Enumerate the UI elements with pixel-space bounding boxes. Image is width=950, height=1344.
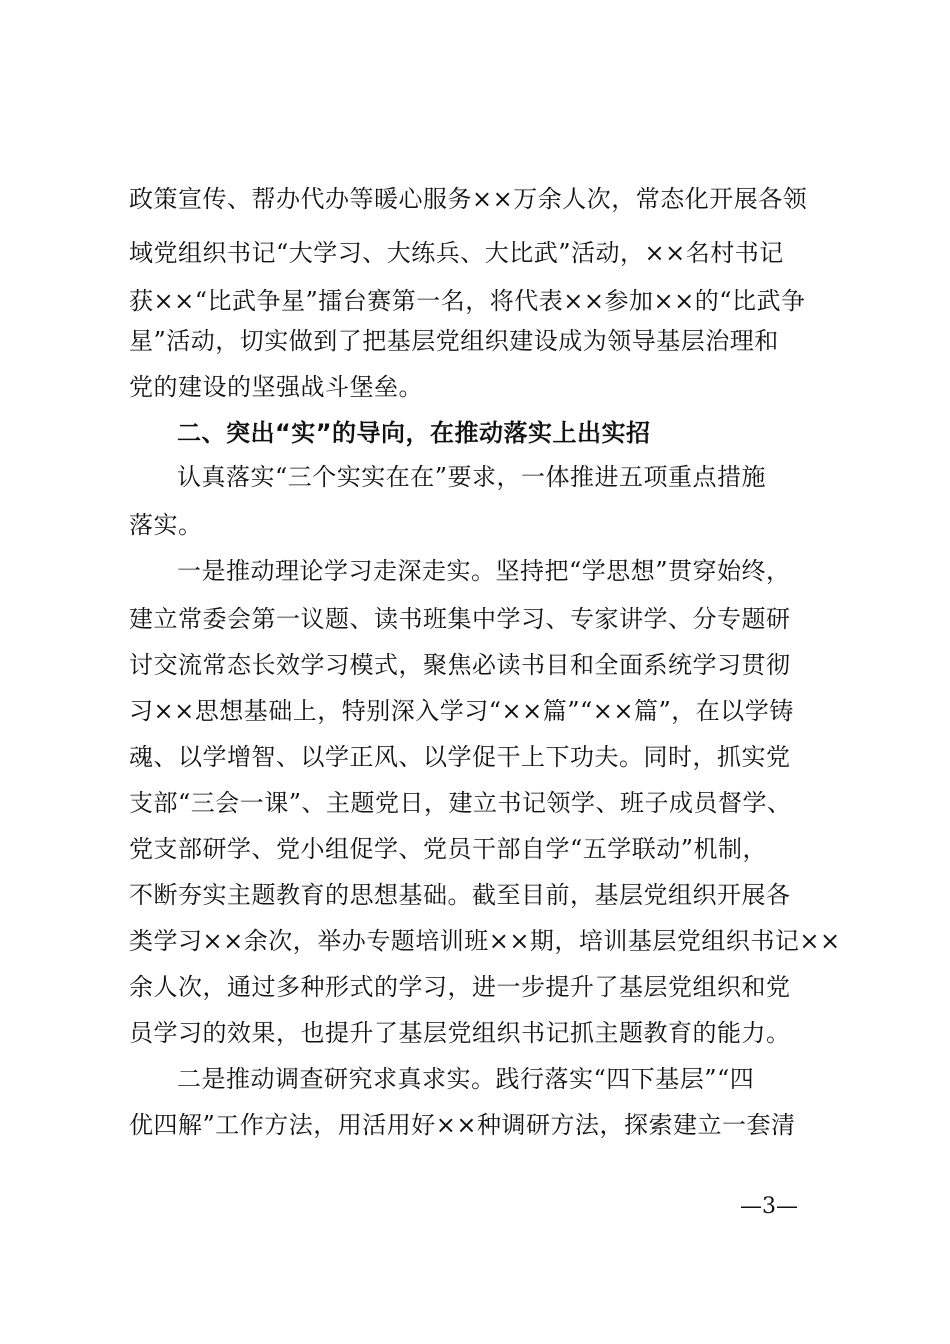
body-text-line: 员学习的效果，也提升了基层党组织书记抓主题教育的能力。	[129, 1019, 791, 1047]
body-text-line: 二是推动调查研究求真求实。践行落实“四下基层”“四	[177, 1065, 755, 1093]
body-text-line: 域党组织书记“大学习、大练兵、大比武”活动，××名村书记	[129, 239, 784, 267]
body-text-line: 一是推动理论学习走深走实。坚持把“学思想”贯穿始终，	[177, 557, 791, 585]
body-text-line: 支部“三会一课”、主题党日，建立书记领学、班子成员督学、	[129, 789, 792, 817]
body-text-line: 魂、以学增智、以学正风、以学促干上下功夫。同时，抓实党	[129, 743, 791, 771]
body-text-line: 建立常委会第一议题、读书班集中学习、专家讲学、分专题研	[129, 605, 791, 633]
body-text-line: 党的建设的坚强战斗堡垒。	[129, 373, 423, 401]
body-text-line: 获××“比武争星”擂台赛第一名，将代表××参加××的“比武争	[129, 287, 806, 315]
body-text-line: 优四解”工作方法，用活用好××种调研方法，探索建立一套清	[129, 1111, 796, 1139]
body-text-line: 认真落实“三个实实在在”要求，一体推进五项重点措施	[177, 463, 767, 491]
body-text-line: 习××思想基础上，特别深入学习“××篇”“××篇”，在以学铸	[129, 697, 794, 725]
body-text-line: 余人次，通过多种形式的学习，进一步提升了基层党组织和党	[129, 973, 791, 1001]
section-heading: 二、突出“实”的导向，在推动落实上出实招	[177, 419, 651, 447]
page-number: —3—	[740, 1194, 798, 1219]
body-text-line: 类学习××余次，举办专题培训班××期，培训基层党组织书记××	[129, 927, 841, 955]
body-text-line: 星”活动，切实做到了把基层党组织建设成为领导基层治理和	[129, 327, 779, 355]
body-text-line: 讨交流常态长效学习模式，聚焦必读书目和全面系统学习贯彻	[129, 651, 791, 679]
body-text-line: 党支部研学、党小组促学、党员干部自学“五学联动”机制，	[129, 835, 768, 863]
body-text-line: 政策宣传、帮办代办等暖心服务××万余人次，常态化开展各领	[129, 185, 808, 213]
body-text-line: 落实。	[129, 511, 203, 539]
body-text-line: 不断夯实主题教育的思想基础。截至目前，基层党组织开展各	[129, 881, 791, 909]
